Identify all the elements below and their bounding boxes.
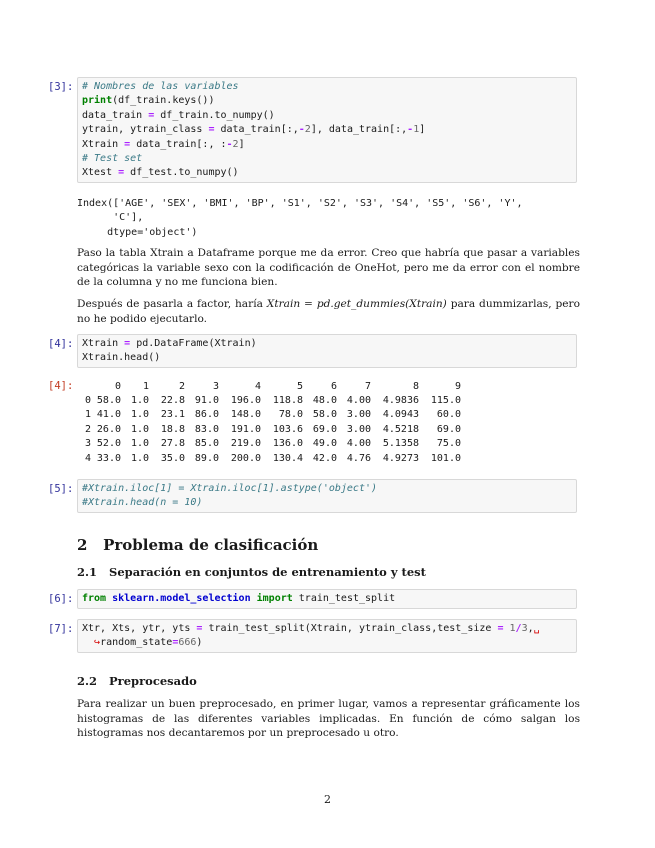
- cell-prompt: [7]:: [48, 623, 74, 635]
- code-block: [78, 335, 576, 366]
- code-line: from sklearn.model_selection import train_test_split: [82, 593, 396, 604]
- table-cell: 22.8: [160, 395, 185, 407]
- table-cell: 4.9836: [382, 395, 419, 407]
- table-cell: 48.0: [312, 395, 337, 407]
- code-line: ytrain, ytrain_class = data_train[:,-2], data_train[:,-1]: [82, 124, 426, 136]
- table-cell: 148.0: [230, 409, 261, 421]
- table-cell: 58.0: [96, 395, 121, 407]
- table-cell: 60.0: [436, 409, 461, 421]
- table-cell: 33.0: [96, 452, 121, 464]
- row-index: 4: [84, 452, 91, 464]
- table-column-header: 0: [114, 380, 121, 392]
- table-cell: 91.0: [194, 395, 219, 407]
- table-cell: 130.4: [272, 452, 303, 464]
- table-cell: 35.0: [160, 452, 185, 464]
- code-block: [78, 78, 576, 181]
- table-cell: 101.0: [430, 452, 461, 464]
- code-line: print(df_train.keys()): [82, 95, 215, 107]
- code-cell[interactable]: [77, 334, 577, 368]
- row-index: 2: [84, 423, 91, 435]
- table-cell: 41.0: [96, 409, 121, 421]
- wrap-arrow-icon: ↪: [94, 637, 101, 649]
- table-cell: 4.00: [346, 395, 371, 407]
- row-index: 3: [84, 438, 91, 450]
- table-cell: 1.0: [130, 452, 149, 464]
- code-line: ↪random_state=666): [94, 637, 203, 649]
- table-cell: 115.0: [430, 395, 461, 407]
- section-heading: 2 Problema de clasificación: [77, 536, 319, 554]
- table-row: [77, 437, 461, 451]
- table-cell: 4.00: [346, 438, 371, 450]
- code-block: [78, 590, 576, 606]
- row-index: 1: [84, 409, 91, 421]
- table-cell: 1.0: [130, 395, 149, 407]
- table-row: [77, 422, 461, 436]
- table-column-header: 9: [454, 380, 461, 392]
- table-row: [77, 408, 461, 422]
- table-cell: 1.0: [130, 438, 149, 450]
- table-cell: 118.8: [272, 395, 303, 407]
- table-column-header: 7: [364, 380, 371, 392]
- cell-prompt: [6]:: [48, 593, 74, 605]
- table-header-row: [77, 379, 461, 393]
- table-cell: 3.00: [346, 423, 371, 435]
- table-column-header: 2: [178, 380, 185, 392]
- dataframe-table: [77, 379, 461, 465]
- cell-output: Index(['AGE', 'SEX', 'BMI', 'BP', 'S1', 'S2', 'S3', 'S4', 'S5', 'S6', 'Y', 'C'], dtype='object'): [77, 198, 523, 238]
- table-cell: 4.5218: [382, 423, 419, 435]
- table-cell: 86.0: [194, 409, 219, 421]
- table-cell: 4.0943: [382, 409, 419, 421]
- table-column-header: 1: [142, 380, 149, 392]
- code-comment: # Test set: [82, 153, 143, 165]
- code-block: [78, 620, 576, 651]
- table-cell: 26.0: [96, 423, 121, 435]
- row-index: 0: [84, 395, 91, 407]
- line-continuation-icon: ␣: [533, 623, 540, 634]
- table-cell: 75.0: [436, 438, 461, 450]
- table-row: [77, 451, 461, 465]
- table-cell: 4.9273: [382, 452, 419, 464]
- table-cell: 52.0: [96, 438, 121, 450]
- code-comment: #Xtrain.iloc[1] = Xtrain.iloc[1].astype('object'): [82, 483, 378, 494]
- table-cell: 78.0: [278, 409, 303, 421]
- table-column-header: 5: [296, 380, 303, 392]
- table-body: [77, 393, 461, 465]
- table-row: [77, 393, 461, 407]
- table-cell: 136.0: [272, 438, 303, 450]
- table-cell: 5.1358: [382, 438, 419, 450]
- table-cell: 23.1: [160, 409, 185, 421]
- table-cell: 85.0: [194, 438, 219, 450]
- code-block: [78, 480, 576, 511]
- subsection-heading: 2.1 Separación en conjuntos de entrenamiento y test: [77, 565, 426, 579]
- code-cell[interactable]: [77, 479, 577, 513]
- table-cell: 3.00: [346, 409, 371, 421]
- table-cell: 1.0: [130, 409, 149, 421]
- table-cell: 103.6: [272, 423, 303, 435]
- paragraph: Para realizar un buen preprocesado, en primer lugar, vamos a representar gráficamente los histogramas de las diferentes variables implicadas. En función de cómo salgan los histogramas nos decantaremos por un preprocesado u otro.: [77, 698, 580, 740]
- table-cell: 42.0: [312, 452, 337, 464]
- code-comment: # Nombres de las variables: [82, 81, 239, 92]
- subsection-heading: 2.2 Preprocesado: [77, 674, 197, 688]
- table-cell: 200.0: [230, 452, 261, 464]
- table-cell: 27.8: [160, 438, 185, 450]
- table-cell: 196.0: [230, 395, 261, 407]
- output-prompt: [4]:: [48, 380, 74, 392]
- cell-prompt: [5]:: [48, 483, 74, 495]
- table-cell: 69.0: [436, 423, 461, 435]
- code-line: Xtest = df_test.to_numpy(): [82, 167, 239, 179]
- table-cell: 4.76: [346, 452, 371, 464]
- table-column-header: 4: [254, 380, 261, 392]
- table-cell: 49.0: [312, 438, 337, 450]
- table-cell: 58.0: [312, 409, 337, 421]
- table-column-header: [77, 379, 91, 393]
- table-column-header: 3: [212, 380, 219, 392]
- table-cell: 18.8: [160, 423, 185, 435]
- code-line: Xtrain = pd.DataFrame(Xtrain): [82, 338, 257, 349]
- table-column-header: 8: [412, 380, 419, 392]
- paragraph: Paso la tabla Xtrain a Dataframe porque me da error. Creo que habría que pasar a variables categóricas la variable sexo con la codificación de OneHot, pero me da error con el nombre de la columna y no me funciona bien.: [77, 247, 580, 289]
- page-number: 2: [324, 793, 331, 806]
- table-column-header: 6: [330, 380, 337, 392]
- table-cell: 83.0: [194, 423, 219, 435]
- table-cell: 69.0: [312, 423, 337, 435]
- table-cell: 191.0: [230, 423, 261, 435]
- table-cell: 89.0: [194, 452, 219, 464]
- code-line: data_train = df_train.to_numpy(): [82, 109, 275, 121]
- table-cell: 1.0: [130, 423, 149, 435]
- code-cell[interactable]: [77, 619, 577, 653]
- cell-prompt: [4]:: [48, 338, 74, 350]
- code-line: Xtrain.head(): [82, 352, 161, 364]
- paragraph: Después de pasarla a factor, haría Xtrain = pd.get_dummies(Xtrain) para dummizarlas, pero no he podido ejecutarlo.: [77, 298, 580, 325]
- code-cell[interactable]: [77, 77, 577, 183]
- code-comment: #Xtrain.head(n = 10): [82, 497, 203, 509]
- code-line: Xtr, Xts, ytr, yts = train_test_split(Xtrain, ytrain_class,test_size = 1/3,␣: [82, 623, 540, 634]
- code-line: Xtrain = data_train[:, :-2]: [82, 138, 245, 150]
- code-cell[interactable]: [77, 589, 577, 609]
- table-cell: 219.0: [230, 438, 261, 450]
- cell-prompt: [3]:: [48, 81, 74, 93]
